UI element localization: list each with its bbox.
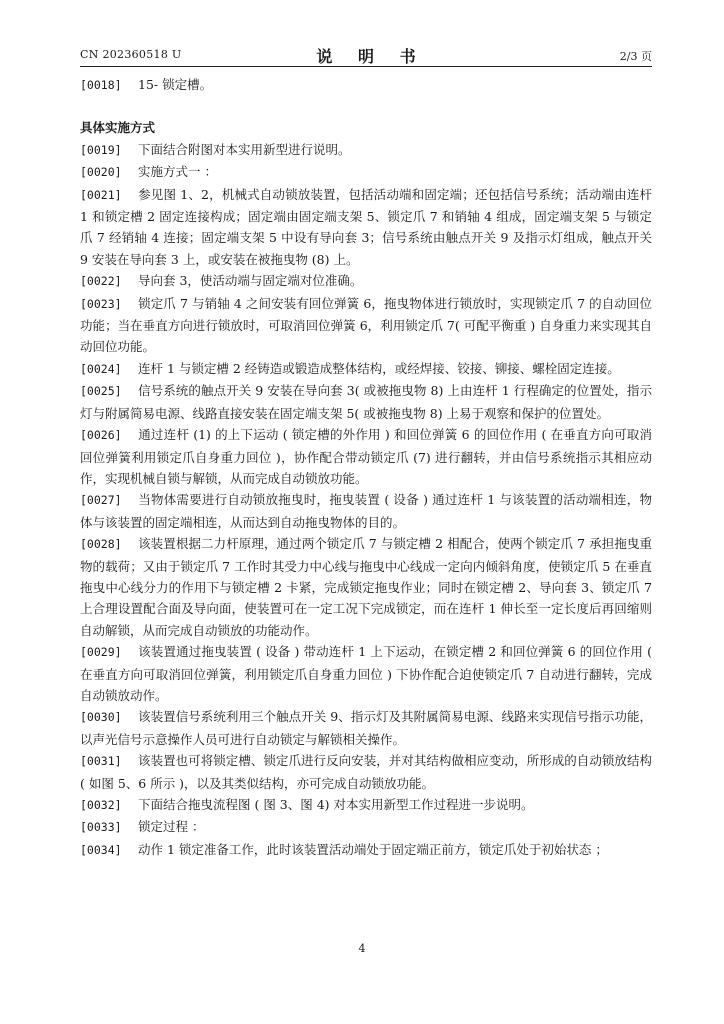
paragraph-text: 参见图 1、2，机械式自动锁放装置，包括活动端和固定端；还包括信号系统；活动端由连杆 1 和锁定槽 2 固定连接构成；固定端由固定端支架 5、锁定爪 7 和销轴 4 组成，固定端支架 5 与锁定爪 7 经销轴 4 连接；固定端支架 5 中设有导向套 3；信号系统由触点开关 9 及指示灯组成，触点开关 9 安装在导向套 3 上，或安装在被拖曳物 (8) 上。	[80, 186, 652, 267]
paragraph	[80, 358, 652, 380]
paragraph	[80, 74, 652, 96]
paragraph	[80, 270, 652, 292]
paragraph-number: [0025]	[80, 384, 122, 399]
paragraph	[80, 380, 652, 424]
paragraph-number: [0022]	[80, 274, 122, 289]
page-indicator: 2/3 页	[619, 50, 652, 63]
paragraph	[80, 816, 652, 838]
patent-number: CN 202360518 U	[80, 48, 182, 61]
paragraph-text: 连杆 1 与锁定槽 2 经铸造或锻造成整体结构，或经焊接、铰接、铆接、螺栓固定连接。	[138, 360, 620, 376]
paragraph-text: 实施方式一 ：	[138, 164, 217, 180]
paragraph-number: [0028]	[80, 537, 122, 552]
paragraph-text: 该装置通过拖曳装置 ( 设备 ) 带动连杆 1 上下运动，在锁定槽 2 和回位弹簧 6 的回位作用 ( 在垂直方向可取消回位弹簧，利用锁定爪自身重力回位 ) 下协作配合迫使锁定爪 7 自动进行翻转，完成自动锁放动作。	[80, 644, 652, 703]
paragraph	[80, 161, 652, 183]
paragraph-text: 锁定爪 7 与销轴 4 之间安装有回位弹簧 6，拖曳物体进行锁放时，实现锁定爪 7 的自动回位功能；当在垂直方向进行锁放时，可取消回位弹簧 6，利用锁定爪 7( 可配平衡重 ) 自身重力来实现其自动回位功能。	[80, 295, 652, 355]
paragraph	[80, 139, 652, 161]
paragraph-number: [0023]	[80, 296, 122, 311]
paragraph-text: 当物体需要进行自动锁放拖曳时，拖曳装置 ( 设备 ) 通过连杆 1 与该装置的活动端相连，物体与该装置的固定端相连，从而达到自动拖曳物体的目的。	[80, 492, 652, 530]
paragraph-number: [0034]	[80, 842, 122, 857]
paragraph-text: 该装置也可将锁定槽、锁定爪进行反向安装，并对其结构做相应变动，所形成的自动锁放结构 ( 如图 5、6 所示 )，以及其类似结构，亦可完成自动锁放功能。	[80, 753, 652, 791]
paragraph-text: 下面结合拖曳流程图 ( 图 3、图 4) 对本实用新型工作过程进一步说明。	[138, 797, 534, 812]
section-heading: 具体实施方式	[80, 120, 156, 136]
paragraph-text: 该装置信号系统利用三个触点开关 9、指示灯及其附属简易电源、线路来实现信号指示功能，以声光信号示意操作人员可进行自动锁定与解锁相关操作。	[80, 709, 652, 747]
paragraph-number: [0021]	[80, 187, 122, 202]
paragraph-number: [0032]	[80, 798, 122, 812]
paragraph	[80, 794, 652, 816]
page-number: 4	[358, 942, 366, 955]
paragraph	[80, 184, 652, 271]
paragraph-number: [0033]	[80, 820, 122, 835]
paragraph-number: [0030]	[80, 710, 122, 725]
paragraph-text: 15- 锁定槽。	[138, 77, 213, 92]
paragraph	[80, 706, 652, 750]
paragraph-number: [0024]	[80, 361, 122, 376]
paragraph-text: 通过连杆 (1) 的上下运动 ( 锁定槽的外作用 ) 和回位弹簧 6 的回位作用 ( 在垂直方向可取消回位弹簧利用锁定爪自身重力回位 )，协作配合带动锁定爪 (7) 进行翻转，并由信号系统指示其相应动作，实现机械自锁与解锁，从而完成自动锁放功能。	[80, 427, 652, 486]
paragraph	[80, 424, 652, 489]
paragraph	[80, 641, 652, 706]
paragraph-number: [0027]	[80, 493, 122, 508]
paragraph-number: [0029]	[80, 645, 122, 660]
paragraph	[80, 750, 652, 794]
paragraph	[80, 489, 652, 533]
paragraph-text: 信号系统的触点开关 9 安装在导向套 3( 或被拖曳物 8) 上由连杆 1 行程确定的位置处，指示灯与附属简易电源、线路直接安装在固定端支架 5( 或被拖曳物 8) 上易于观察和保护的位置处。	[80, 383, 652, 421]
page-header	[80, 44, 652, 64]
paragraph-number: [0026]	[80, 428, 122, 443]
paragraph-text: 锁定过程 ：	[138, 819, 205, 835]
document-body	[80, 74, 652, 861]
paragraph	[80, 533, 652, 641]
paragraph-text: 该装置根据二力杆原理，通过两个锁定爪 7 与锁定槽 2 相配合，使两个锁定爪 7 承担拖曳重物的载荷；又由于锁定爪 7 工作时其受力中心线与拖曳中心线成一定向内倾斜角度，使锁定爪 5 在垂直拖曳中心线分力的作用下与锁定槽 2 卡紧，完成锁定拖曳作业；同时在锁定槽 2、导向套 3、锁定爪 7 上合理设置配合面及导向面，使装置可在一定工况下完成锁定，而在连杆 1 伸长至一定长度后再回缩则自动解锁，从而完成自动锁放的功能动作。	[80, 536, 652, 638]
paragraph-text: 下面结合附图对本实用新型进行说明。	[138, 141, 351, 157]
paragraph	[80, 293, 652, 358]
paragraph-text: 动作 1 锁定准备工作，此时该装置活动端处于固定端正前方，锁定爪处于初始状态 ；	[138, 841, 608, 857]
paragraph-number: [0020]	[80, 165, 122, 180]
paragraph	[80, 839, 652, 861]
paragraph-text: 导向套 3，使活动端与固定端对位准确。	[138, 273, 363, 289]
header-divider	[80, 66, 652, 67]
paragraph-number: [0031]	[80, 754, 122, 769]
document-title: 说 明 书	[316, 47, 426, 66]
paragraph-number: [0018]	[80, 78, 122, 92]
paragraph-number: [0019]	[80, 142, 122, 157]
